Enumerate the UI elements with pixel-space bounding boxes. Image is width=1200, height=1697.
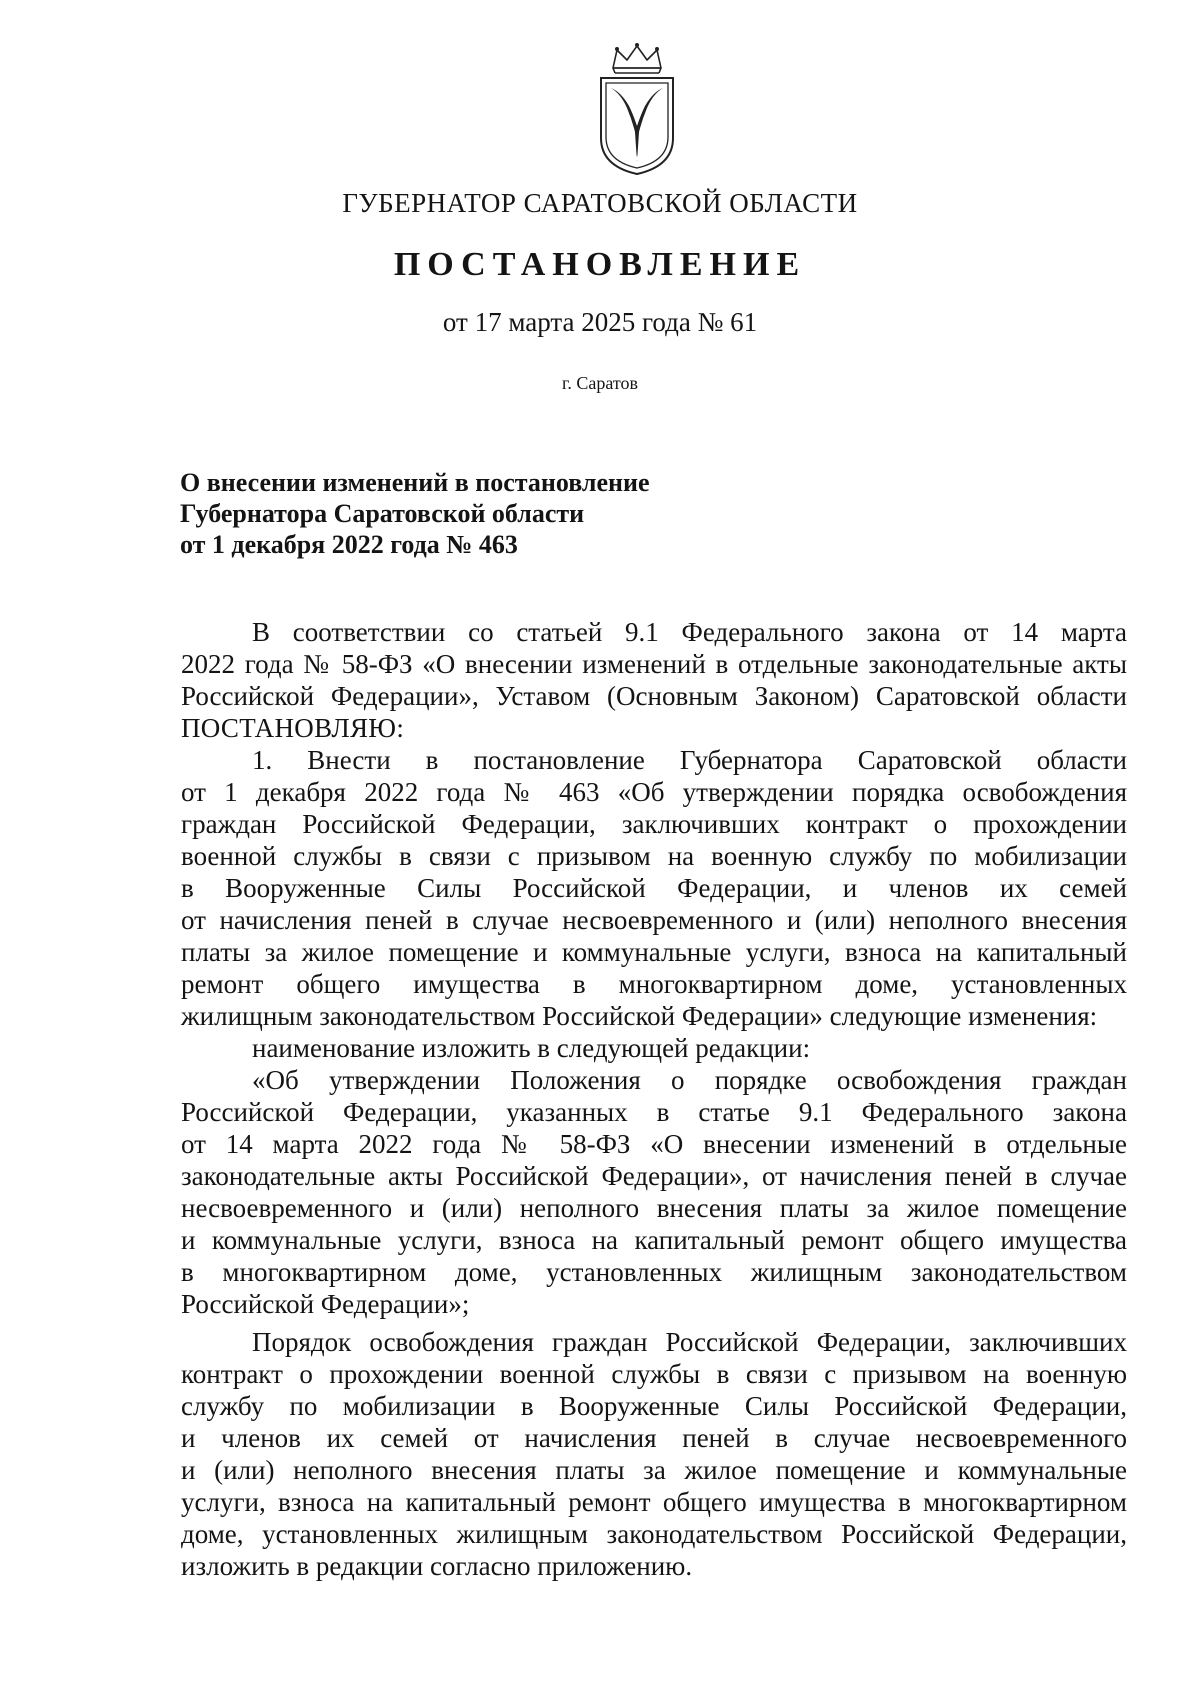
text-line: и членов их семей от начисления пеней в случае несвоевременного: [181, 1423, 1127, 1453]
paragraph-preamble: [181, 616, 1127, 744]
text-line: несвоевременного и (или) неполного внесения платы за жилое помещение: [181, 1193, 1127, 1223]
text-line: и (или) неполного внесения платы за жилое помещение и коммунальные: [181, 1455, 1127, 1485]
text-line: услуги, взноса на капитальный ремонт общего имущества в многоквартирном: [181, 1487, 1127, 1517]
text-line: ремонт общего имущества в многоквартирном доме, установленных: [181, 969, 1127, 999]
text-line: Российской Федерации, указанных в статье 9.1 Федерального закона: [181, 1097, 1127, 1127]
text-line: ПОСТАНОВЛЯЮ:: [181, 713, 405, 743]
document-subject: [180, 467, 650, 560]
text-line: наименование изложить в следующей редакции:: [252, 1033, 811, 1063]
text-line: от 1 декабря 2022 года № 463 «Об утверждении порядка освобождения: [181, 777, 1127, 807]
text-line: контракт о прохождении военной службы в связи с призывом на военную: [181, 1359, 1127, 1389]
paragraph-item-1: [181, 744, 1127, 1032]
text-line: граждан Российской Федерации, заключивших контракт о прохождении: [181, 809, 1127, 839]
text-line: от начисления пеней в случае несвоевременного и (или) неполного внесения: [181, 905, 1127, 935]
paragraph-name-change: [181, 1032, 1127, 1064]
text-line: «Об утверждении Положения о порядке освобождения граждан: [252, 1065, 1127, 1095]
subject-line: О внесении изменений в постановление: [180, 468, 650, 497]
text-line: Российской Федерации», Уставом (Основным Законом) Саратовской области: [181, 681, 1127, 711]
text-line: законодательные акты Российской Федерации», от начисления пеней в случае: [181, 1161, 1127, 1191]
paragraph-procedure: [181, 1326, 1127, 1582]
paragraph-new-title: [181, 1064, 1127, 1320]
text-line: 1. Внести в постановление Губернатора Саратовской области: [252, 745, 1127, 775]
text-line: жилищным законодательством Российской Федерации» следующие изменения:: [181, 1001, 1098, 1031]
text-line: военной службы в связи с призывом на военную службу по мобилизации: [181, 841, 1127, 871]
text-line: в многоквартирном доме, установленных жилищным законодательством: [181, 1257, 1127, 1287]
text-line: Порядок освобождения граждан Российской Федерации, заключивших: [252, 1327, 1127, 1357]
subject-line: Губернатора Саратовской области: [180, 499, 585, 528]
text-line: платы за жилое помещение и коммунальные услуги, взноса на капитальный: [181, 937, 1127, 967]
document-body: [181, 616, 1127, 1582]
text-line: изложить в редакции согласно приложению.: [181, 1551, 693, 1581]
document-city: г. Саратов: [562, 373, 638, 393]
text-line: службу по мобилизации в Вооруженные Силы Российской Федерации,: [181, 1391, 1127, 1421]
subject-line: от 1 декабря 2022 года № 463: [180, 530, 518, 559]
saratov-coat-of-arms-icon: [597, 42, 677, 176]
issuing-authority: ГУБЕРНАТОР САРАТОВСКОЙ ОБЛАСТИ: [342, 188, 858, 218]
document-date-number: от 17 марта 2025 года № 61: [442, 307, 758, 337]
text-line: в Вооруженные Силы Российской Федерации, и членов их семей: [181, 873, 1127, 903]
text-line: 2022 года № 58-ФЗ «О внесении изменений в отдельные законодательные акты: [181, 649, 1127, 679]
text-line: и коммунальные услуги, взноса на капитальный ремонт общего имущества: [181, 1225, 1127, 1255]
text-line: Российской Федерации»;: [181, 1289, 470, 1319]
text-line: В соответствии со статьей 9.1 Федерального закона от 14 марта: [252, 617, 1127, 647]
text-line: доме, установленных жилищным законодательством Российской Федерации,: [181, 1519, 1127, 1549]
document-type-title: ПОСТАНОВЛЕНИЕ: [393, 246, 807, 283]
text-line: от 14 марта 2022 года № 58-ФЗ «О внесении изменений в отдельные: [181, 1129, 1127, 1159]
